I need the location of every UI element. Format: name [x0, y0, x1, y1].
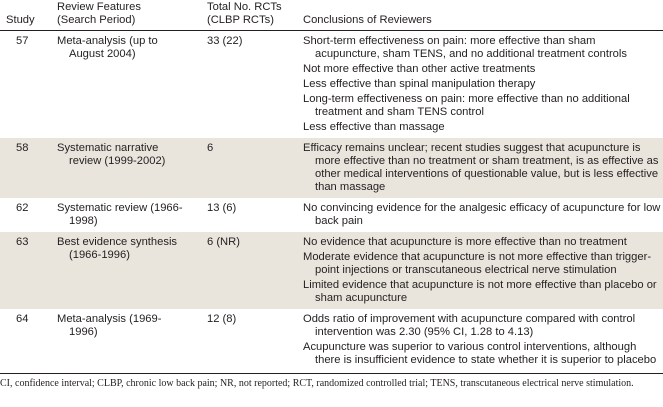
conclusion-item: Less effective than spinal manipulation therapy	[303, 78, 536, 90]
conclusions-cell	[303, 138, 663, 198]
conclusions-cell	[303, 198, 663, 232]
conclusions-cell	[303, 31, 663, 139]
features-text: Meta-analysis (up to August 2004)	[57, 35, 158, 60]
conclusion-item: Long-term effectiveness on pain: more effective than no additional treatment and sham TENS control	[303, 93, 630, 118]
conclusion-item: Odds ratio of improvement with acupuncture compared with control intervention was 2.30 (95% CI, 1.28 to 4.13)	[303, 313, 636, 338]
header-row	[0, 0, 663, 31]
table-row	[0, 31, 663, 139]
header-study: Study	[0, 0, 57, 31]
features-cell	[57, 198, 207, 232]
features-text: Meta-analysis (1969-1996)	[57, 313, 162, 338]
conclusions-cell	[303, 232, 663, 309]
header-features: Review Features (Search Period)	[57, 0, 207, 31]
conclusion-item: Limited evidence that acupuncture is not more effective than placebo or sham acupuncture	[303, 279, 657, 304]
study-cell: 58	[0, 138, 57, 198]
features-text: Best evidence synthesis (1966-1996)	[57, 236, 178, 261]
conclusion-item: Acupuncture was superior to various control interventions, although there is insufficient evidence to state whether it is superior to placebo	[303, 341, 657, 366]
table-row	[0, 198, 663, 232]
study-cell: 57	[16, 35, 29, 47]
header-total: Total No. RCTs (CLBP RCTs)	[207, 0, 303, 31]
conclusion-item: Moderate evidence that acupuncture is not more effective than trigger-point injections or transcutaneous electrical nerve stimulation	[303, 251, 652, 276]
total-cell: 13 (6)	[207, 202, 237, 214]
conclusion-item: Efficacy remains unclear; recent studies suggest that acupuncture is more effective than no treatment or sham treatment, is as effective as other medical interventions of questionable value, but is less effective than massage	[303, 142, 659, 193]
study-cell: 63	[0, 232, 57, 309]
conclusion-item: Short-term effectiveness on pain: more effective than sham acupuncture, sham TENS, and no additional treatment controls	[303, 35, 627, 60]
conclusion-item: No evidence that acupuncture is more effective than no treatment	[303, 236, 627, 248]
conclusion-item: Not more effective than other active treatments	[303, 63, 536, 75]
total-cell: 6 (NR)	[207, 232, 303, 309]
features-cell	[57, 31, 207, 139]
conclusions-cell	[303, 309, 663, 374]
table-row	[0, 138, 663, 198]
conclusion-item: Less effective than massage	[303, 121, 445, 133]
study-cell: 62	[16, 202, 29, 214]
total-cell: 6	[207, 138, 303, 198]
study-cell: 64	[0, 309, 57, 374]
features-cell	[57, 232, 207, 309]
features-text: Systematic narrative review (1999-2002)	[57, 142, 166, 167]
total-cell: 33 (22)	[207, 35, 243, 47]
footnote: CI, confidence interval; CLBP, chronic low back pain; NR, not reported; RCT, randomized controlled trial; TENS, transcutaneous electrical nerve stimulation.	[0, 378, 634, 389]
header-conclusions: Conclusions of Reviewers	[303, 0, 663, 31]
table-row	[0, 232, 663, 309]
conclusion-item: No convincing evidence for the analgesic efficacy of acupuncture for low back pain	[303, 202, 661, 227]
features-text: Systematic review (1966-1998)	[57, 202, 183, 227]
table-row	[0, 309, 663, 374]
features-cell	[57, 309, 207, 374]
features-cell	[57, 138, 207, 198]
total-cell: 12 (8)	[207, 309, 303, 374]
